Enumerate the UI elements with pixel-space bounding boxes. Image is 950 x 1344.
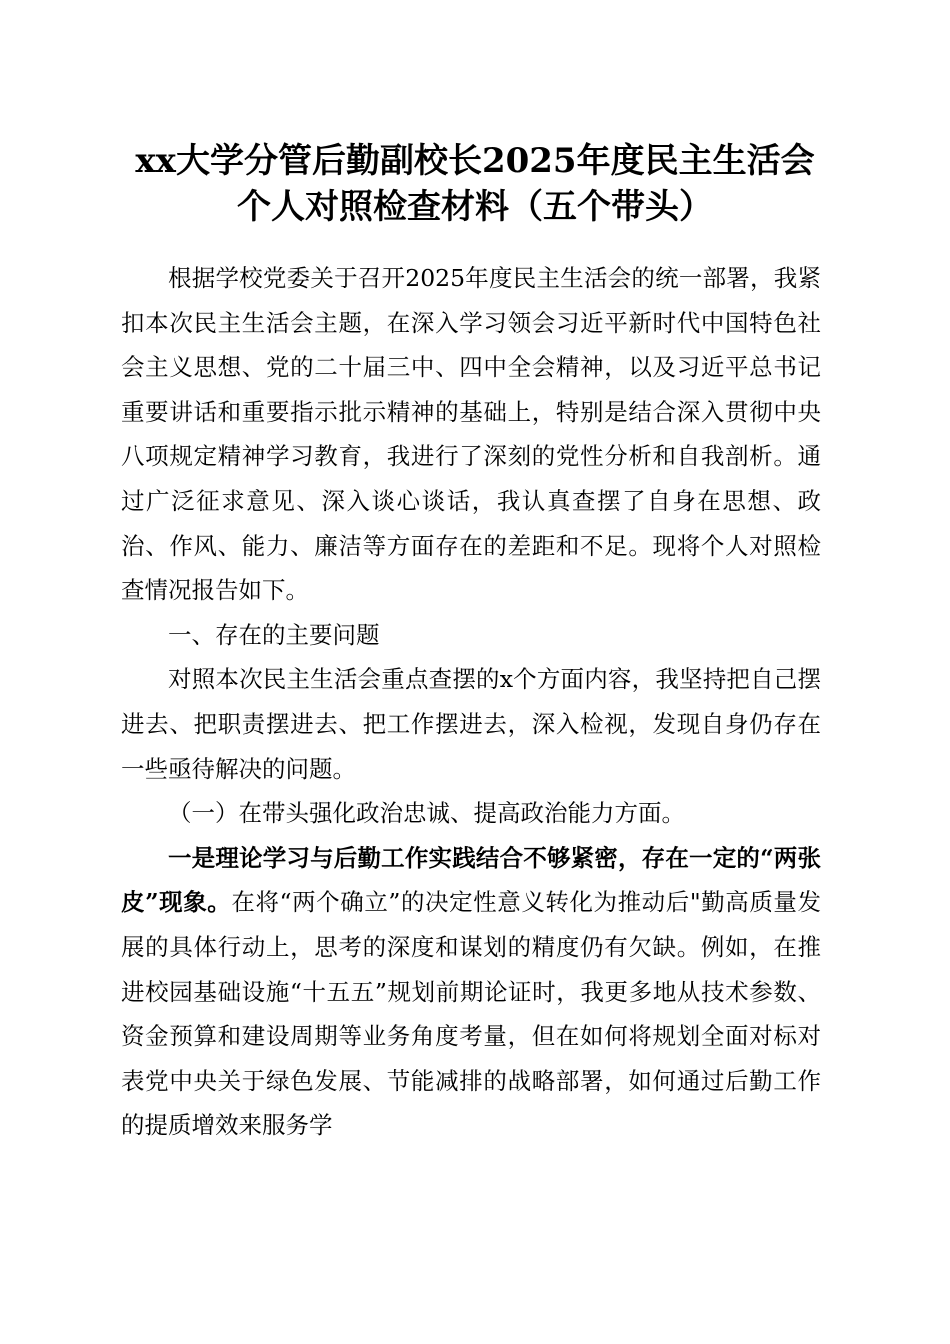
intro-paragraph: 根据学校党委关于召开2025年度民主生活会的统一部署，我紧扣本次民主生活会主题，在深入学习领会习近平新时代中国特色社会主义思想、党的二十届三中、四中全会精神，以及习近平总书记重要讲话和重要指示批示精神的基础上，特别是结合深入贯彻中央八项规定精神学习教育，我进行了深刻的党性分析和自我剖析。通过广泛征求意见、深入谈心谈话，我认真查摆了自身在思想、政治、作风、能力、廉洁等方面存在的差距和不足。现将个人对照检查情况报告如下。 <box>121 264 821 605</box>
section-heading-problems: 一、存在的主要问题 <box>168 620 380 649</box>
document-body <box>121 256 821 1148</box>
section-intro-paragraph: 对照本次民主生活会重点查摆的x个方面内容，我坚持把自己摆进去、把职责摆进去、把工作摆进去，深入检视，发现自身仍存在一些亟待解决的问题。 <box>121 665 821 783</box>
point-one-text: 在将“两个确立”的决定性意义转化为推动后"勤高质量发展的具体行动上，思考的深度和谋划的精度仍有欠缺。例如，在推进校园基础设施“十五五”规划前期论证时，我更多地从技术参数、资金预算和建设周期等业务角度考量，但在如何将规划全面对标对表党中央关于绿色发展、节能减排的战略部署，如何通过后勤工作的提质增效来服务学 <box>121 888 821 1140</box>
document-title-line-1: xx大学分管后勤副校长2025年度民主生活会 <box>135 141 815 181</box>
point-one-lead: 一是理论学习与后勤工作实践结合不够紧密，存在一定的“两张皮”现象。 <box>121 843 821 917</box>
document-title-line-2: 个人对照检查材料（五个带头） <box>237 187 713 227</box>
subsection-heading-political-loyalty: （一）在带头强化政治忠诚、提高政治能力方面。 <box>168 799 685 828</box>
point-one-paragraph <box>121 836 821 1148</box>
